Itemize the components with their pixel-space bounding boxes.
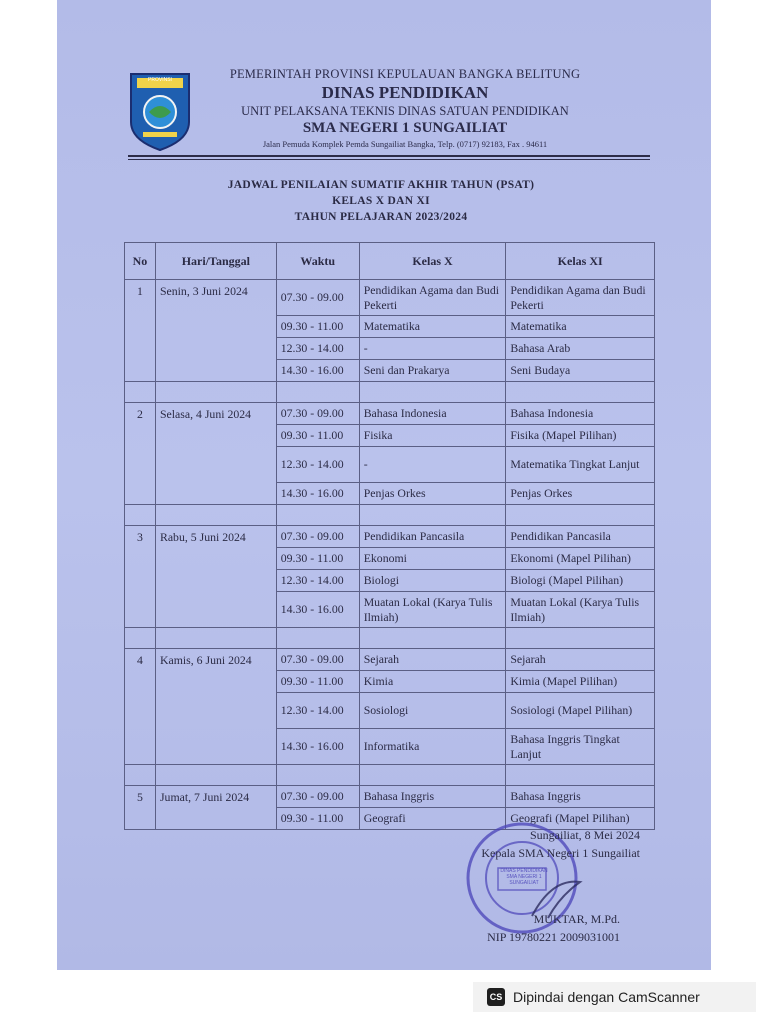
cell-no: 3 [125,526,156,628]
cell-time: 12.30 - 14.00 [276,338,359,360]
spacer-cell [155,628,276,649]
cell-no: 5 [125,786,156,830]
spacer-row [125,765,655,786]
cell-day: Selasa, 4 Juni 2024 [155,403,276,505]
cell-class-x: - [359,447,506,483]
cell-class-x: Fisika [359,425,506,447]
cell-time: 09.30 - 11.00 [276,671,359,693]
title-line-2: KELAS X DAN XI [332,195,430,207]
cell-class-x: Seni dan Prakarya [359,360,506,382]
table-row [125,649,655,671]
spacer-cell [125,765,156,786]
spacer-cell [359,382,506,403]
title-line-3: TAHUN PELAJARAN 2023/2024 [294,211,468,223]
cell-no: 1 [125,280,156,382]
signature-block [430,826,640,946]
cell-day: Senin, 3 Juni 2024 [155,280,276,382]
header-class-x: Kelas X [359,243,506,280]
cell-class-xi: Matematika [506,316,655,338]
spacer-cell [506,505,655,526]
header-no: No [125,243,156,280]
cell-class-x: Matematika [359,316,506,338]
cell-time: 07.30 - 09.00 [276,786,359,808]
signature-nip: NIP 19780221 2009031001 [487,930,620,944]
cell-class-x: Informatika [359,729,506,765]
spacer-row [125,628,655,649]
table-row [125,786,655,808]
spacer-cell [506,628,655,649]
table-row [125,280,655,316]
cell-time: 14.30 - 16.00 [276,729,359,765]
cell-class-x: Bahasa Indonesia [359,403,506,425]
cell-class-xi: Pendidikan Pancasila [506,526,655,548]
cell-class-x: Bahasa Inggris [359,786,506,808]
letterhead-rule-thin [128,159,650,160]
cell-time: 07.30 - 09.00 [276,526,359,548]
spacer-cell [125,628,156,649]
signature-position: Kepala SMA Negeri 1 Sungailiat [481,846,640,860]
spacer-cell [276,628,359,649]
cell-class-xi: Penjas Orkes [506,483,655,505]
camscanner-label: Dipindai dengan CamScanner [513,989,700,1005]
spacer-cell [155,765,276,786]
letterhead [200,67,610,149]
cell-time: 09.30 - 11.00 [276,425,359,447]
spacer-cell [359,628,506,649]
spacer-row [125,382,655,403]
cell-class-x: Ekonomi [359,548,506,570]
header-class-xi: Kelas XI [506,243,655,280]
table-header-row [125,243,655,280]
cell-class-xi: Biologi (Mapel Pilihan) [506,570,655,592]
header-time: Waktu [276,243,359,280]
cell-class-x: Penjas Orkes [359,483,506,505]
cell-class-xi: Pendidikan Agama dan Budi Pekerti [506,280,655,316]
cell-class-xi: Matematika Tingkat Lanjut [506,447,655,483]
cell-no: 4 [125,649,156,765]
cell-time: 09.30 - 11.00 [276,808,359,830]
camscanner-logo-icon: CS [487,988,505,1006]
cell-class-xi: Bahasa Inggris Tingkat Lanjut [506,729,655,765]
cell-no: 2 [125,403,156,505]
cell-time: 14.30 - 16.00 [276,483,359,505]
cell-class-x: Pendidikan Agama dan Budi Pekerti [359,280,506,316]
spacer-cell [359,505,506,526]
school-name: SMA NEGERI 1 SUNGAILIAT [302,120,508,136]
spacer-cell [125,382,156,403]
signature-name: MUKTAR, M.Pd. [533,912,620,926]
spacer-cell [276,382,359,403]
table-row [125,526,655,548]
camscanner-badge [473,982,756,1012]
cell-time: 14.30 - 16.00 [276,592,359,628]
spacer-cell [359,765,506,786]
cell-class-xi: Sejarah [506,649,655,671]
spacer-cell [155,505,276,526]
cell-class-xi: Geografi (Mapel Pilihan) [506,808,655,830]
agency-name: DINAS PENDIDIKAN [321,83,489,102]
title-line-1: JADWAL PENILAIAN SUMATIF AKHIR TAHUN (PSAT) [227,179,535,191]
cell-class-x: Sejarah [359,649,506,671]
cell-class-xi: Bahasa Inggris [506,786,655,808]
cell-class-xi: Kimia (Mapel Pilihan) [506,671,655,693]
cell-day: Jumat, 7 Juni 2024 [155,786,276,830]
cell-class-xi: Bahasa Arab [506,338,655,360]
cell-class-xi: Bahasa Indonesia [506,403,655,425]
spacer-cell [506,382,655,403]
cell-class-xi: Muatan Lokal (Karya Tulis Ilmiah) [506,592,655,628]
cell-time: 14.30 - 16.00 [276,360,359,382]
exam-schedule-table [124,242,655,830]
cell-day: Rabu, 5 Juni 2024 [155,526,276,628]
cell-class-xi: Sosiologi (Mapel Pilihan) [506,693,655,729]
cell-class-xi: Fisika (Mapel Pilihan) [506,425,655,447]
cell-class-x: - [359,338,506,360]
cell-time: 09.30 - 11.00 [276,548,359,570]
header-day: Hari/Tanggal [155,243,276,280]
cell-time: 12.30 - 14.00 [276,447,359,483]
spacer-cell [276,505,359,526]
spacer-cell [506,765,655,786]
document-title [128,177,634,225]
cell-time: 12.30 - 14.00 [276,693,359,729]
cell-time: 09.30 - 11.00 [276,316,359,338]
cell-class-x: Muatan Lokal (Karya Tulis Ilmiah) [359,592,506,628]
cell-class-x: Sosiologi [359,693,506,729]
cell-time: 07.30 - 09.00 [276,649,359,671]
signature-place-date: Sungailiat, 8 Mei 2024 [530,828,640,842]
spacer-row [125,505,655,526]
spacer-cell [276,765,359,786]
cell-class-x: Kimia [359,671,506,693]
cell-class-x: Geografi [359,808,506,830]
spacer-cell [155,382,276,403]
logo-caption: PROVINSI [148,77,172,83]
spacer-cell [125,505,156,526]
cell-class-x: Biologi [359,570,506,592]
stamp-text: DINAS PENDIDIKAN SMA NEGERI 1 SUNGAILIAT [500,868,548,886]
cell-day: Kamis, 6 Juni 2024 [155,649,276,765]
cell-time: 07.30 - 09.00 [276,280,359,316]
cell-class-xi: Ekonomi (Mapel Pilihan) [506,548,655,570]
government-name: PEMERINTAH PROVINSI KEPULAUAN BANGKA BELITUNG [229,67,581,81]
cell-class-x: Pendidikan Pancasila [359,526,506,548]
letterhead-rule [128,155,650,157]
cell-time: 07.30 - 09.00 [276,403,359,425]
table-row [125,403,655,425]
cell-time: 12.30 - 14.00 [276,570,359,592]
unit-name: UNIT PELAKSANA TEKNIS DINAS SATUAN PENDIDIKAN [241,104,569,118]
cell-class-xi: Seni Budaya [506,360,655,382]
school-address: Jalan Pemuda Komplek Pemda Sungailiat Bangka, Telp. (0717) 92183, Fax . 94611 [262,139,548,149]
